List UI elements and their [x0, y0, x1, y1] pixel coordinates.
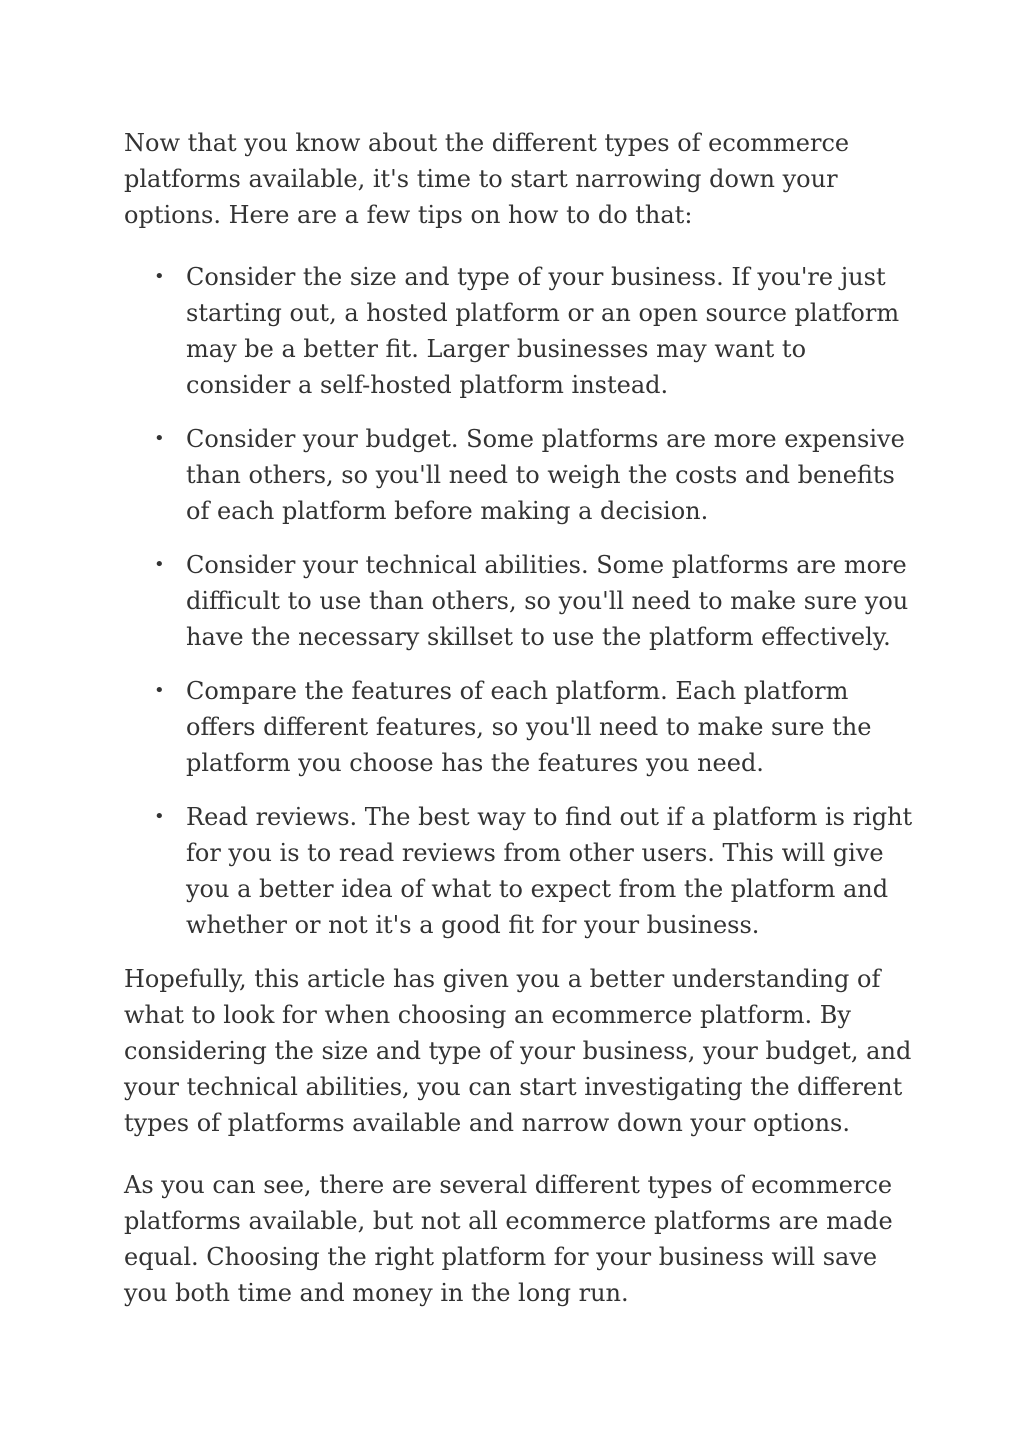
list-item-text: Consider the size and type of your business. If you're just starting out, a hosted platform or an open source platform may be a better fit. Larger businesses may want to consider a self-hosted platform instead.: [186, 263, 900, 399]
conclusion-paragraph: Hopefully, this article has given you a better understanding of what to look for when choosing an ecommerce platform. By considering the size and type of your business, your budget, and your technical abilities, you can start investigating the different types of platforms available and narrow down your options.: [124, 965, 912, 1137]
list-item: [124, 421, 914, 529]
bullet-icon: •: [154, 680, 165, 701]
list-item: [124, 673, 914, 781]
bullet-icon: •: [154, 428, 165, 449]
bullet-icon: •: [154, 554, 165, 575]
list-item: [124, 547, 914, 655]
closing-paragraph: As you can see, there are several different types of ecommerce platforms available, but not all ecommerce platforms are made equal. Choosing the right platform for your business will save you both time and money in the long run.: [124, 1171, 893, 1307]
list-item-text: Read reviews. The best way to find out if a platform is right for you is to read reviews from other users. This will give you a better idea of what to expect from the platform and whether or not it's a good fit for your business.: [186, 803, 913, 939]
list-item-text: Compare the features of each platform. Each platform offers different features, so you'll need to make sure the platform you choose has the features you need.: [186, 677, 872, 777]
list-item: [124, 799, 914, 943]
tips-list: [124, 259, 914, 943]
intro-paragraph: Now that you know about the different types of ecommerce platforms available, it's time to start narrowing down your options. Here are a few tips on how to do that:: [124, 129, 850, 229]
bullet-icon: •: [154, 266, 165, 287]
list-item-text: Consider your technical abilities. Some platforms are more difficult to use than others, so you'll need to make sure you have the necessary skillset to use the platform effectively.: [186, 551, 909, 651]
bullet-icon: •: [154, 806, 165, 827]
document-page: [124, 125, 914, 1311]
list-item-text: Consider your budget. Some platforms are more expensive than others, so you'll need to weigh the costs and benefits of each platform before making a decision.: [186, 425, 905, 525]
list-item: [124, 259, 914, 403]
